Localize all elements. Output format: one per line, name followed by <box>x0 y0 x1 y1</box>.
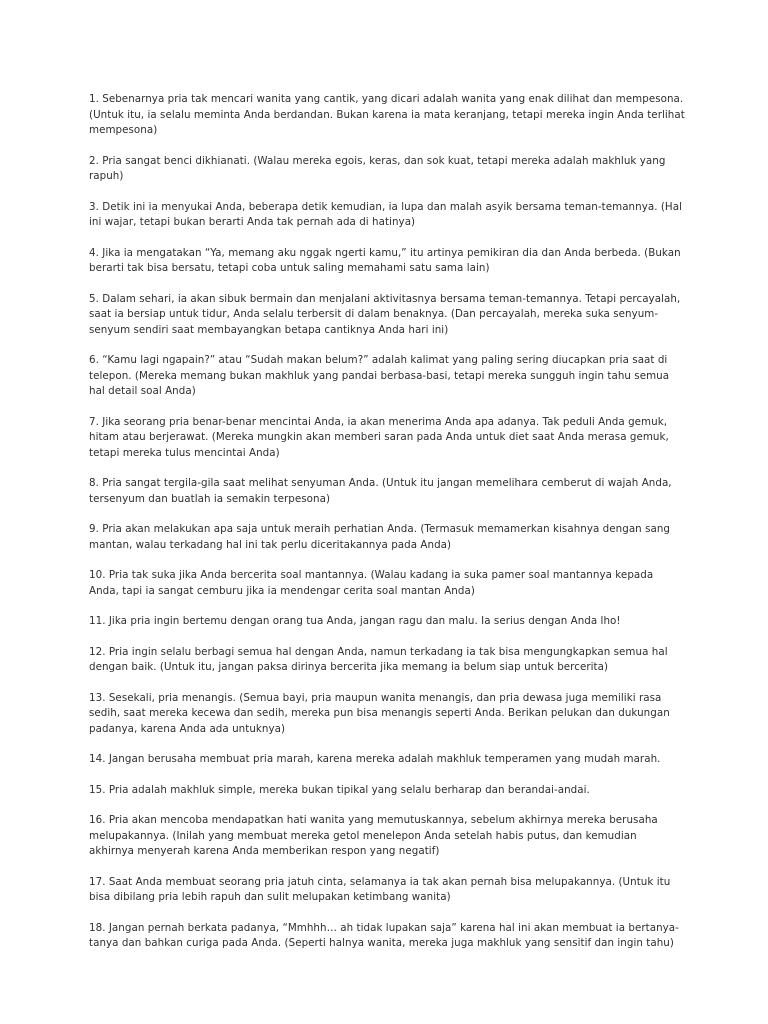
list-item: 3. Detik ini ia menyukai Anda, beberapa detik kemudian, ia lupa dan malah asyik bersama teman-temannya. (Hal ini wajar, tetapi bukan berarti Anda tak pernah ada di hatinya) <box>89 200 682 228</box>
list-item: 13. Sesekali, pria menangis. (Semua bayi, pria maupun wanita menangis, dan pria dewasa juga memiliki rasa sedih, saat mereka kecewa dan sedih, mereka pun bisa menangis seperti Anda. Berikan pelukan dan dukungan padanya, karena Anda ada untuknya) <box>89 691 670 735</box>
list-item: 8. Pria sangat tergila-gila saat melihat senyuman Anda. (Untuk itu jangan memelihara cemberut di wajah Anda, tersenyum dan buatlah ia semakin terpesona) <box>89 477 672 505</box>
list-item: 12. Pria ingin selalu berbagi semua hal dengan Anda, namun terkadang ia tak bisa mengungkapkan semua hal dengan baik. (Untuk itu, jangan paksa dirinya bercerita jika memang ia belum siap untuk bercerita) <box>89 645 668 673</box>
list-item: 17. Saat Anda membuat seorang pria jatuh cinta, selamanya ia tak akan pernah bisa melupakannya. (Untuk itu bisa dibilang pria lebih rapuh dan sulit melupakan ketimbang wanita) <box>89 875 671 903</box>
list-item: 10. Pria tak suka jika Anda bercerita soal mantannya. (Walau kadang ia suka pamer soal mantannya kepada Anda, tapi ia sangat cemburu jika ia mendengar cerita soal mantan Anda) <box>89 569 654 597</box>
list-item: 11. Jika pria ingin bertemu dengan orang tua Anda, jangan ragu dan malu. Ia serius dengan Anda lho! <box>89 615 621 627</box>
list-item: 16. Pria akan mencoba mendapatkan hati wanita yang memutuskannya, sebelum akhirnya mereka berusaha melupakannya. (Inilah yang membuat mereka getol menelepon Anda setelah habis putus, dan kemudian akhirnya menyerah karena Anda memberikan respon yang negatif) <box>89 814 658 857</box>
list-item: 14. Jangan berusaha membuat pria marah, karena mereka adalah makhluk temperamen yang mudah marah. <box>89 753 661 765</box>
list-item: 7. Jika seorang pria benar-benar mencintai Anda, ia akan menerima Anda apa adanya. Tak peduli Anda gemuk, hitam atau berjerawat. (Mereka mungkin akan memberi saran pada Anda untuk diet saat Anda merasa gemuk, tetapi mereka tulus mencintai Anda) <box>89 415 669 459</box>
list-item: 4. Jika ia mengatakan “Ya, memang aku nggak ngerti kamu,” itu artinya pemikiran dia dan Anda berbeda. (Bukan berarti tak bisa bersatu, tetapi coba untuk saling memahami satu sama lain) <box>89 246 681 274</box>
list-item: 5. Dalam sehari, ia akan sibuk bermain dan menjalani aktivitasnya bersama teman-temannya. Tetapi percayalah, saat ia bersiap untuk tidur, Anda selalu terbersit di dalam benaknya. (Dan percayalah, mereka suka senyum-senyum sendiri saat membayangkan betapa cantiknya Anda hari ini) <box>89 292 681 336</box>
list-item: 9. Pria akan melakukan apa saja untuk meraih perhatian Anda. (Termasuk memamerkan kisahnya dengan sang mantan, walau terkadang hal ini tak perlu diceritakannya pada Anda) <box>89 523 671 551</box>
list-item: 18. Jangan pernah berkata padanya, “Mmhhh… ah tidak lupakan saja” karena hal ini akan membuat ia bertanya-tanya dan bahkan curiga pada Anda. (Seperti halnya wanita, mereka juga makhluk yang sensitif dan ingin tahu) <box>89 921 679 949</box>
list-item: 15. Pria adalah makhluk simple, mereka bukan tipikal yang selalu berharap dan berandai-andai. <box>89 783 590 796</box>
list-item: 2. Pria sangat benci dikhianati. (Walau mereka egois, keras, dan sok kuat, tetapi mereka adalah makhluk yang rapuh) <box>89 154 666 182</box>
list-item: 1. Sebenarnya pria tak mencari wanita yang cantik, yang dicari adalah wanita yang enak dilihat dan mempesona. (Untuk itu, ia selalu meminta Anda berdandan. Bukan karena ia mata keranjang, tetapi mereka ingin Anda terlihat mempesona) <box>89 93 685 136</box>
document-body <box>89 92 685 967</box>
list-item: 6. “Kamu lagi ngapain?” atau “Sudah makan belum?” adalah kalimat yang paling sering diucapkan pria saat di telepon. (Mereka memang bukan makhluk yang pandai berbasa-basi, tetapi mereka sungguh ingin tahu semua hal detail soal Anda) <box>89 354 670 397</box>
